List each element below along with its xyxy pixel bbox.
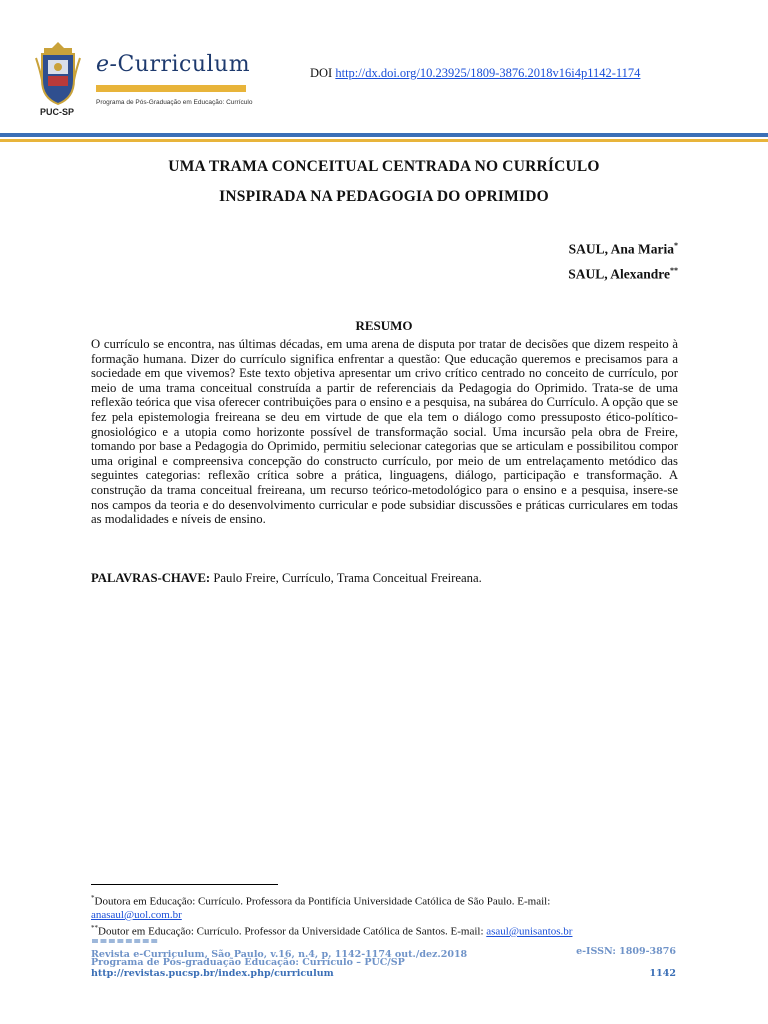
logo-caption: PUC-SP (40, 107, 75, 117)
footnote-2-mark: ** (91, 924, 98, 932)
journal-brand (96, 52, 250, 77)
author-1 (569, 241, 678, 258)
footnote-2-text: Doutor em Educação: Currículo. Professor da Universidade Católica de Santos. E-mail: (98, 925, 484, 938)
footer-issn: e-ISSN: 1809-3876 (576, 946, 676, 957)
author-2-mark: ** (670, 266, 678, 275)
article-title-line-1: UMA TRAMA CONCEITUAL CENTRADA NO CURRÍCULO (168, 158, 600, 175)
footnote-2-email-link[interactable]: asaul@unisantos.br (486, 925, 573, 938)
abstract-text: O currículo se encontra, nas últimas décadas, em uma arena de disputa por tratar de decisões que dizem respeito à formação humana. Dizer do currículo significa enfrentar a questão: Que educação queremos e precisamos para a sociedade em que vivemos? Este texto objetiva apresentar um crivo crítico centrado no conceito de currículo, por meio de uma trama conceitual construída a partir de referenciais da Pedagogia do Oprimido. Trata-se de uma reflexão teórica que visa oferecer contribuições para o ensino e a pesquisa, na subárea do Currículo. A opção que se fez pela epistemologia freireana se deu em virtude de que ela tem o diálogo como pressuposto ético-político-gnosiológico e a utopia como horizonte possível de transformação social. Uma incursão pela obra de Freire, tomando por base a Pedagogia do Oprimido, permitiu selecionar categorias que se articulam e possibilitou compor uma original e compreensiva concepção do constructo currículo, por meio de um entrelaçamento metódico das seguintes categorias: reflexão crítica sobre a prática, linguagens, diálogo, participação e transformação. A construção da trama conceitual freireana, um recurso teórico-metodológico para o ensino e a pesquisa, insere-se nos campos da teoria e do desenvolvimento curricular e pode subsidiar discussões e práticas curriculares em todas as modalidades e níveis de ensino. (91, 337, 678, 527)
brand-subtitle: Programa de Pós-Graduação em Educação: Currículo (96, 99, 253, 106)
footnote-1-text: Doutora em Educação: Currículo. Professora da Pontifícia Universidade Católica de São Paulo. E-mail: (94, 895, 551, 908)
footer-program: Programa de Pós-graduação Educação: Currículo – PUC/SP (91, 957, 405, 968)
abstract-heading: RESUMO (355, 318, 413, 333)
footer-separator: ======== (91, 936, 159, 947)
article-title-line-2: INSPIRADA NA PEDAGOGIA DO OPRIMIDO (219, 188, 549, 205)
doi-label: DOI (310, 66, 333, 80)
header-rule-blue (0, 133, 768, 137)
footnote-2 (91, 922, 691, 939)
header-rule-gold (0, 139, 768, 142)
brand-name: Curriculum (117, 52, 251, 77)
footer-url[interactable]: http://revistas.pucsp.br/index.php/curriculum (91, 968, 334, 979)
author-2 (568, 266, 678, 283)
brand-prefix: e- (96, 52, 118, 77)
footnote-1-mark: * (91, 894, 95, 902)
keywords (91, 571, 678, 586)
keywords-label: PALAVRAS-CHAVE: (91, 571, 211, 585)
footnote-1-email-link[interactable]: anasaul@uol.com.br (91, 908, 182, 921)
page-number: 1142 (649, 968, 676, 979)
footnote-separator (91, 884, 278, 885)
keywords-list: Paulo Freire, Currículo, Trama Conceitual Freireana. (213, 571, 482, 585)
doi-link[interactable]: http://dx.doi.org/10.23925/1809-3876.2018v16i4p1142-1174 (335, 66, 641, 80)
author-2-name: SAUL, Alexandre (568, 266, 670, 282)
author-1-mark: * (674, 241, 678, 250)
author-1-name: SAUL, Ana Maria (568, 241, 674, 257)
doi-line (310, 66, 640, 81)
footnote-1 (91, 892, 691, 922)
footer-journal-reference: Revista e-Curriculum, São Paulo, v.16, n.4, p. 1142-1174 out./dez.2018 (91, 949, 468, 960)
brand-underline (96, 85, 246, 92)
